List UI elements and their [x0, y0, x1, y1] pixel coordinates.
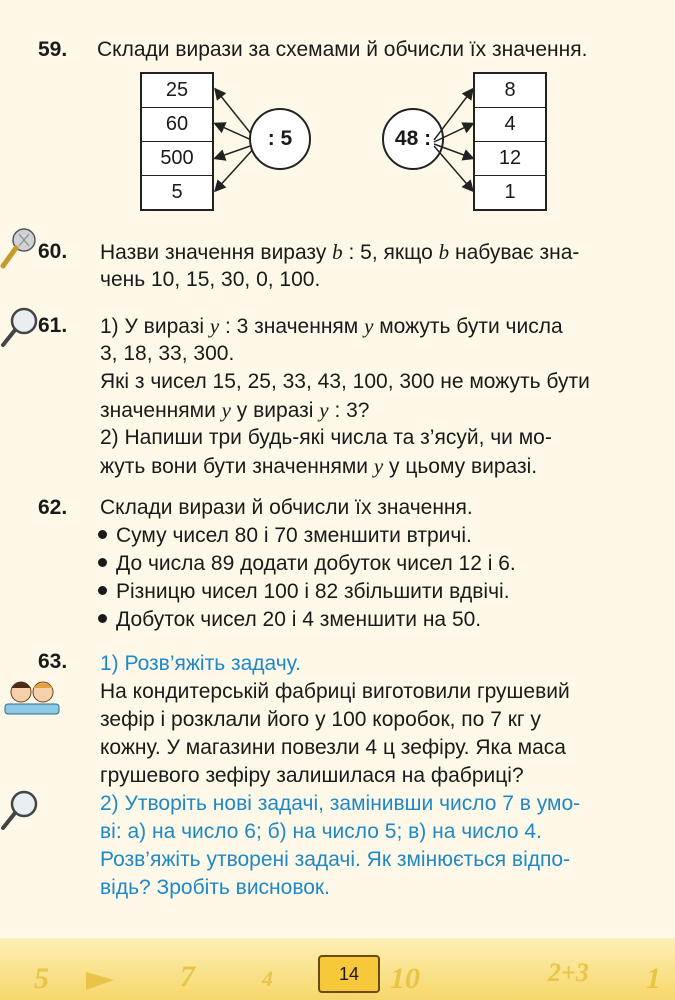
- footer-decoration: 10: [390, 962, 420, 995]
- exercise-63-line-8: Розв’яжіть утворені задачі. Як змінюється відпо-: [100, 848, 571, 871]
- exercise-61-number: 61.: [38, 314, 68, 337]
- footer-decoration: 2+3: [548, 958, 589, 987]
- footer-decoration: 7: [180, 960, 195, 993]
- children-pair-icon: [3, 674, 61, 718]
- exercise-63-line-1: 1) Розв’яжіть задачу.: [100, 652, 301, 675]
- left-value-box: [140, 72, 214, 211]
- magnifier-icon: [0, 788, 40, 832]
- exercise-63-line-7: ві: а) на число 6; б) на число 5; в) на число 4.: [100, 820, 542, 843]
- exercise-63-line-5: грушевого зефіру залишилася на фабриці?: [100, 764, 524, 787]
- left-operation-circle: : 5: [249, 108, 311, 170]
- exercise-60-number: 60.: [38, 240, 68, 263]
- exercise-60-line-1: Назви значення виразу b : 5, якщо b набуває зна-: [100, 240, 580, 264]
- exercise-61-line-2: 3, 18, 33, 300.: [100, 342, 235, 365]
- exercise-63-line-3: зефір і розклали його у 100 коробок, по 7 кг у: [100, 708, 541, 731]
- magnifier-icon: [0, 305, 40, 349]
- exercise-59-number: 59.: [38, 38, 68, 61]
- exercise-61-line-5: 2) Напиши три будь-які числа та з’ясуй, чи мо-: [100, 426, 552, 449]
- exercise-62-item: Суму чисел 80 і 70 зменшити втричі.: [98, 524, 472, 548]
- microphone-icon: [0, 226, 40, 270]
- exercise-62-text: Склади вирази й обчисли їх значення.: [100, 496, 473, 519]
- footer-arrow-icon: [86, 968, 116, 992]
- exercise-63-line-6: 2) Утворіть нові задачі, замінивши число 7 в умо-: [100, 792, 581, 815]
- exercise-62-item: Добуток чисел 20 і 4 зменшити на 50.: [98, 608, 481, 632]
- exercise-59-text: Склади вирази за схемами й обчисли їх значення.: [97, 38, 588, 61]
- left-value-4: 5: [171, 181, 183, 203]
- exercise-63-line-2: На кондитерській фабриці виготовили грушевий: [100, 680, 570, 703]
- right-operation-circle: 48 :: [382, 108, 444, 170]
- left-value-3: 500: [142, 142, 212, 176]
- right-value-4: 1: [504, 181, 516, 203]
- exercise-61-line-4: значеннями y у виразі y : 3?: [100, 398, 370, 422]
- exercise-62-item: Різницю чисел 100 і 82 збільшити вдвічі.: [98, 580, 510, 604]
- right-value-1: 8: [475, 74, 545, 108]
- exercise-62-item: До числа 89 додати добуток чисел 12 і 6.: [98, 552, 516, 576]
- right-value-2: 4: [475, 108, 545, 142]
- left-value-2: 60: [142, 108, 212, 142]
- footer-decoration: 5: [34, 962, 49, 995]
- exercise-61-line-6: жуть вони бути значеннями y у цьому виразі.: [100, 454, 538, 478]
- footer-decoration: 1: [646, 962, 661, 995]
- exercise-63-line-9: відь? Зробіть висновок.: [100, 876, 330, 899]
- footer-decoration: 4: [262, 966, 273, 991]
- exercise-61-line-3: Які з чисел 15, 25, 33, 43, 100, 300 не можуть бути: [100, 370, 590, 393]
- exercise-60-line-2: чень 10, 15, 30, 0, 100.: [100, 268, 321, 291]
- right-value-box: [473, 72, 547, 211]
- page-number: 14: [318, 955, 380, 993]
- exercise-63-number: 63.: [38, 650, 68, 673]
- exercise-62-number: 62.: [38, 496, 68, 519]
- exercise-61-line-1: 1) У виразі y : 3 значенням y можуть бути числа: [100, 314, 563, 338]
- left-value-1: 25: [142, 74, 212, 108]
- right-value-3: 12: [475, 142, 545, 176]
- exercise-63-line-4: кожну. У магазини повезли 4 ц зефіру. Яка маса: [100, 736, 566, 759]
